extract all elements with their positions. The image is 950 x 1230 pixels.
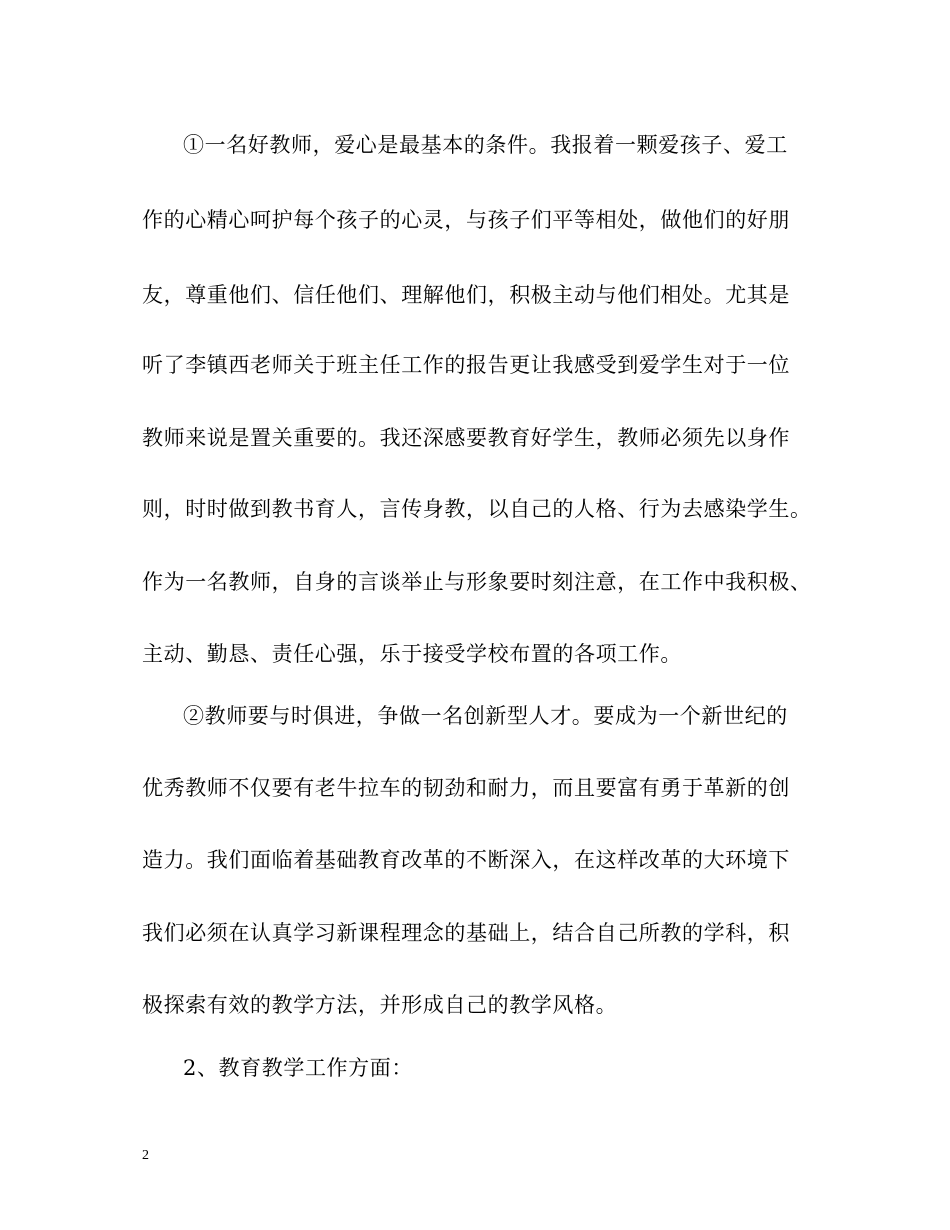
paragraph-line: ①一名好教师，爱心是最基本的条件。我报着一颗爱孩子、爱工 — [183, 133, 788, 157]
paragraph-line: 教师来说是置关重要的。我还深感要教育好学生，教师必须先以身作 — [142, 426, 790, 450]
paragraph-line: 作为一名教师，自身的言谈举止与形象要时刻注意，在工作中我积极、 — [142, 570, 812, 594]
paragraph-line: 我们必须在认真学习新课程理念的基础上，结合自己所教的学科，积 — [142, 921, 790, 945]
paragraph-line: 作的心精心呵护每个孩子的心灵，与孩子们平等相处，做他们的好朋 — [142, 208, 790, 232]
paragraph-line: 主动、勤恳、责任心强，乐于接受学校布置的各项工作。 — [142, 642, 682, 666]
paragraph-line: 则，时时做到教书育人，言传身教，以自己的人格、行为去感染学生。 — [142, 497, 812, 521]
paragraph-line: 造力。我们面临着基础教育改革的不断深入，在这样改革的大环境下 — [142, 848, 790, 872]
paragraph-line: ②教师要与时俱进，争做一名创新型人才。要成为一个新世纪的 — [183, 704, 788, 728]
section-heading: 2、教育教学工作方面： — [183, 1056, 413, 1080]
paragraph-line: 极探索有效的教学方法，并形成自己的教学风格。 — [142, 993, 618, 1017]
paragraph-line: 听了李镇西老师关于班主任工作的报告更让我感受到爱学生对于一位 — [142, 353, 790, 377]
page-number: 2 — [142, 1148, 149, 1163]
paragraph-line: 优秀教师不仅要有老牛拉车的韧劲和耐力，而且要富有勇于革新的创 — [142, 776, 790, 800]
paragraph-line: 友，尊重他们、信任他们、理解他们，积极主动与他们相处。尤其是 — [142, 283, 790, 307]
